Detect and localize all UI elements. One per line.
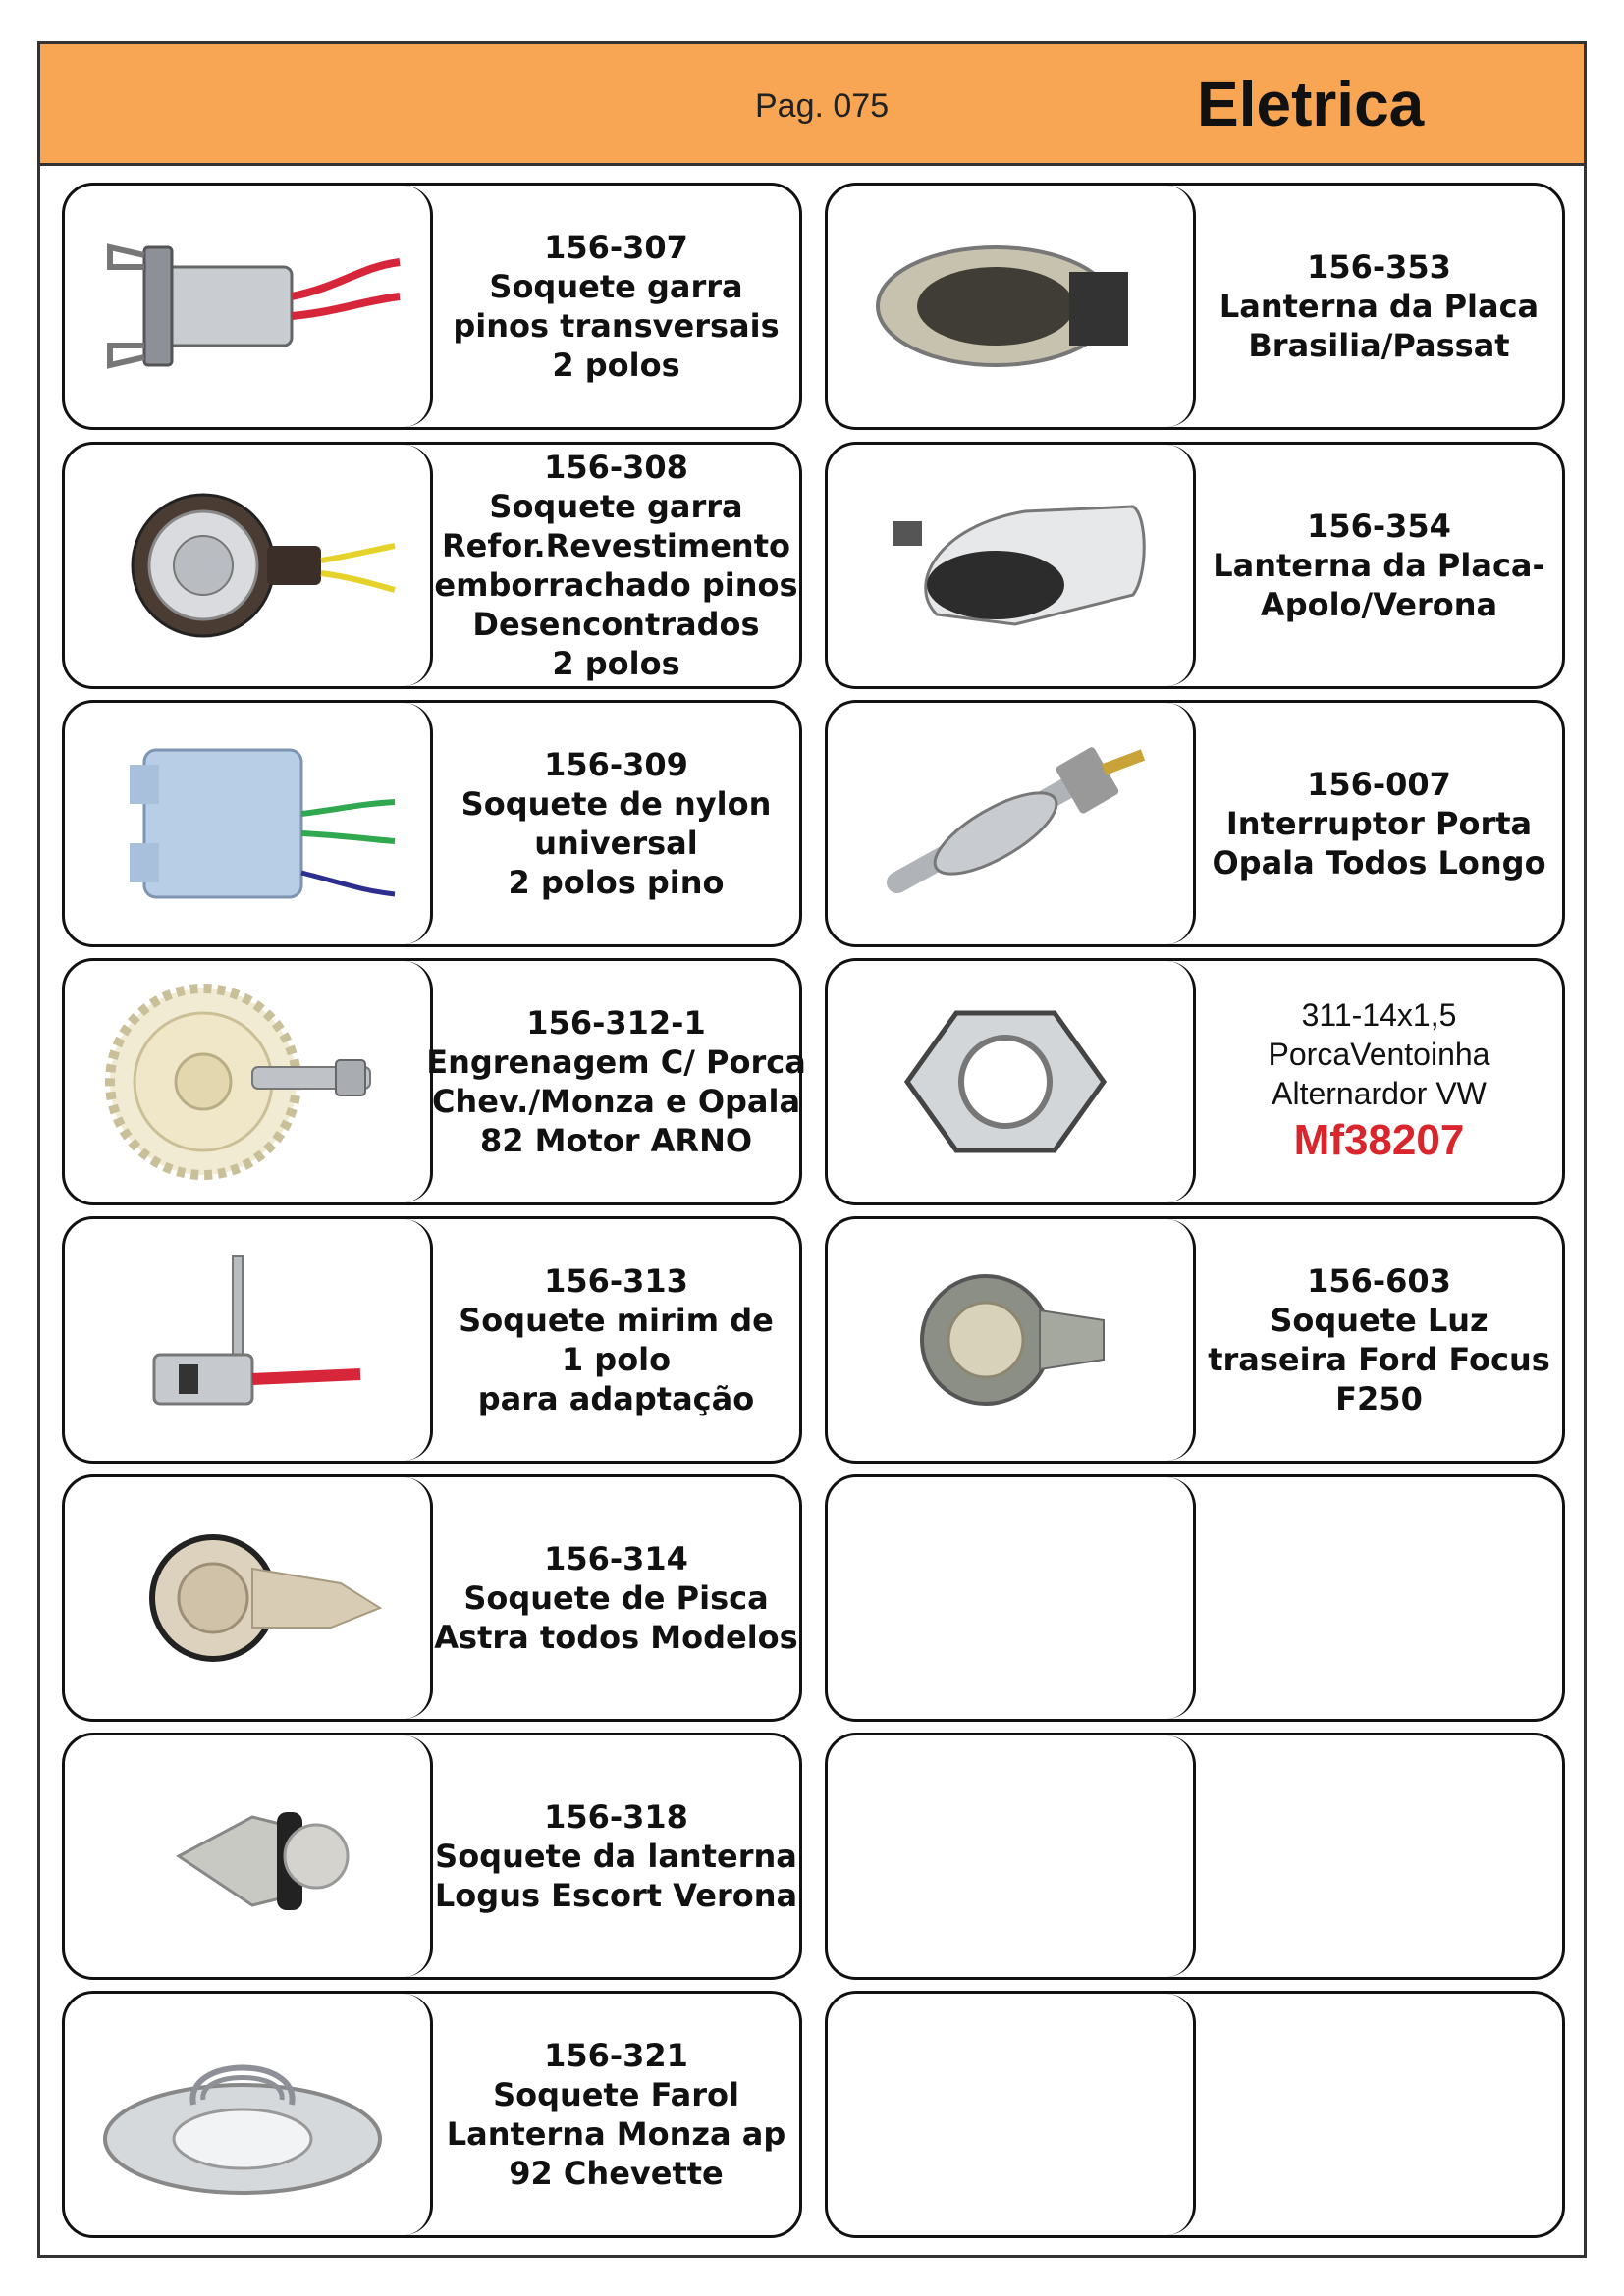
socket-claw-transverse-pins-icon (85, 208, 409, 404)
product-desc: F250 (1335, 1380, 1423, 1417)
product-desc: Soquete mirim de (459, 1302, 774, 1339)
empty-info-slot (1196, 1477, 1562, 1719)
product-desc: Lanterna da Placa- (1213, 547, 1545, 584)
headlight-socket-spring-icon (85, 2016, 409, 2213)
product-desc: Engrenagem C/ Porca (426, 1043, 806, 1081)
product-image (828, 703, 1196, 944)
product-info (1196, 703, 1562, 944)
product-code: 156-307 (544, 229, 688, 266)
empty-info-slot (1196, 1735, 1562, 1977)
mini-socket-1-pole-icon (85, 1242, 409, 1438)
product-card[interactable] (62, 1474, 802, 1722)
product-image (65, 445, 433, 686)
product-code: 156-314 (544, 1540, 688, 1577)
product-desc: Apolo/Verona (1260, 586, 1498, 623)
product-desc: 2 polos pino (508, 864, 725, 901)
product-card[interactable] (825, 700, 1565, 947)
product-image (65, 1477, 433, 1719)
empty-card (825, 1733, 1565, 1980)
product-info (1196, 445, 1562, 686)
product-card[interactable] (62, 442, 802, 689)
license-plate-lamp-clear-icon (848, 467, 1172, 664)
product-code: 156-312-1 (526, 1004, 706, 1041)
product-card[interactable] (825, 958, 1565, 1205)
product-desc: Soquete da lanterna (435, 1838, 797, 1875)
product-info (1196, 1219, 1562, 1461)
product-desc: universal (534, 825, 698, 862)
product-card[interactable] (62, 183, 802, 430)
product-code: 156-353 (1307, 248, 1451, 286)
product-card[interactable] (825, 183, 1565, 430)
product-image (65, 1735, 433, 1977)
tail-light-socket-icon (85, 1758, 409, 1954)
product-desc: Alternardor VW (1272, 1076, 1487, 1111)
product-code: 156-007 (1307, 766, 1451, 803)
product-desc: traseira Ford Focus (1208, 1341, 1550, 1378)
product-image (65, 186, 433, 427)
product-code: 156-313 (544, 1262, 688, 1300)
product-desc: PorcaVentoinha (1268, 1037, 1490, 1072)
product-code: 311-14x1,5 (1301, 997, 1457, 1033)
product-image (828, 186, 1196, 427)
product-desc: Interruptor Porta (1225, 805, 1533, 842)
empty-info-slot (1196, 1994, 1562, 2235)
product-image (65, 1994, 433, 2235)
product-desc: Chev./Monza e Opala (431, 1083, 801, 1120)
product-info (426, 961, 806, 1202)
product-desc: Soquete Farol (493, 2076, 739, 2113)
product-desc: Brasilia/Passat (1248, 327, 1510, 364)
product-desc: emborrachado pinos (434, 566, 798, 604)
product-card[interactable] (62, 1216, 802, 1464)
product-info (433, 445, 799, 686)
empty-card (825, 1474, 1565, 1722)
product-image (65, 703, 433, 944)
product-desc: pinos transversais (453, 307, 780, 345)
product-image (828, 1219, 1196, 1461)
product-desc: Astra todos Modelos (434, 1619, 798, 1656)
product-desc: Soquete garra (489, 488, 743, 525)
gear-with-nut-icon (85, 974, 409, 1190)
product-info (433, 1735, 799, 1977)
product-desc: 1 polo (561, 1341, 672, 1378)
product-image (65, 1219, 433, 1461)
product-desc: para adaptação (477, 1380, 755, 1417)
product-info (1196, 186, 1562, 427)
turn-signal-socket-icon (85, 1500, 409, 1696)
product-info (433, 1477, 799, 1719)
empty-image-slot (828, 1735, 1196, 1977)
product-card[interactable] (825, 442, 1565, 689)
product-image (828, 961, 1196, 1202)
product-desc: Lanterna Monza ap (446, 2115, 786, 2153)
product-desc: Opala Todos Longo (1212, 844, 1546, 881)
product-desc: Soquete de Pisca (463, 1579, 769, 1617)
product-desc: 92 Chevette (509, 2155, 724, 2192)
product-desc: Soquete garra (489, 268, 743, 305)
product-info (433, 1994, 799, 2235)
product-desc: Refor.Revestimento (442, 527, 790, 564)
product-desc: Soquete de nylon (460, 785, 772, 823)
product-desc: 82 Motor ARNO (479, 1122, 753, 1159)
product-code: 156-309 (544, 746, 688, 783)
product-desc: 2 polos (552, 645, 680, 682)
nylon-socket-universal-icon (85, 725, 409, 922)
product-desc: Logus Escort Verona (434, 1877, 798, 1914)
product-code: 156-354 (1307, 507, 1451, 545)
product-desc: Lanterna da Placa (1218, 288, 1540, 325)
product-image (828, 445, 1196, 686)
product-code: 156-603 (1307, 1262, 1451, 1300)
door-switch-icon (848, 725, 1172, 922)
product-image (65, 961, 433, 1202)
license-plate-lamp-icon (848, 208, 1172, 404)
product-card[interactable] (62, 958, 806, 1205)
hex-nut-icon (848, 984, 1172, 1180)
product-code: 156-318 (544, 1798, 688, 1836)
product-desc: Desencontrados (472, 606, 760, 643)
socket-claw-rubber-coated-icon (85, 467, 409, 664)
product-info (433, 1219, 799, 1461)
rear-light-socket-icon (848, 1242, 1172, 1438)
product-card[interactable] (62, 1991, 802, 2238)
product-info (433, 703, 799, 944)
product-card[interactable] (62, 1733, 802, 1980)
page-number: Pag. 075 (755, 87, 890, 125)
empty-card (825, 1991, 1565, 2238)
product-code: 156-321 (544, 2037, 688, 2074)
product-desc: 2 polos (552, 347, 680, 384)
product-card[interactable] (825, 1216, 1565, 1464)
page-header (40, 44, 1584, 166)
product-info (1196, 961, 1562, 1202)
reference-code: Mf38207 (1293, 1116, 1465, 1164)
product-info (433, 186, 799, 427)
empty-image-slot (828, 1994, 1196, 2235)
product-card[interactable] (62, 700, 802, 947)
product-desc: Soquete Luz (1270, 1302, 1489, 1339)
empty-image-slot (828, 1477, 1196, 1719)
category-title: Eletrica (1197, 69, 1425, 139)
product-code: 156-308 (544, 449, 688, 486)
